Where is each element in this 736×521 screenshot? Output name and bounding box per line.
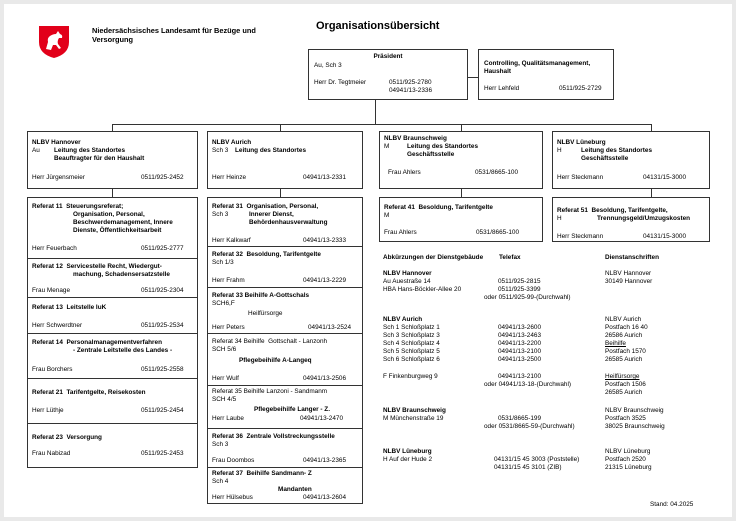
referat-31-phone: 04941/13-2333 (303, 237, 346, 244)
braunschweig-code: M (384, 143, 390, 150)
referat-21-person: Herr Lüthje (32, 407, 64, 414)
connector-aurich (280, 124, 281, 131)
referat-21-phone: 0511/925-2454 (141, 407, 184, 414)
referat-37-sub1: Mandanten (278, 486, 312, 493)
coat-of-arms-logo (38, 25, 70, 59)
footer-stand: Stand: 04.2025 (650, 501, 694, 508)
referat-36-person: Frau Doombos (212, 457, 255, 464)
referat-31-person: Herr Kalkwarf (212, 237, 251, 244)
referat-11-line4: Dienste, Öffentlichkeitsarbeit (73, 227, 162, 234)
referat-21 (28, 378, 197, 424)
legend-aurich-l5: Sch 6 Schloßplatz 6 (383, 356, 440, 363)
referat-12-person: Frau Menage (32, 287, 71, 294)
braunschweig-role1: Leitung des Standortes (407, 143, 479, 150)
braunschweig-box (379, 131, 543, 189)
lueneburg-box (552, 131, 710, 189)
org-chart-page (4, 4, 732, 517)
referat-31-sub1: Innerer Dienst, (249, 211, 294, 218)
referat-32-title: Referat 32 Besoldung, Tarifentgelte (212, 251, 321, 258)
legend-lueneburg-name: NLBV Lüneburg (383, 448, 432, 455)
referat-51-phone: 04131/15-3000 (643, 233, 686, 240)
braunschweig-role2: Geschäftsstelle (407, 151, 455, 158)
referat-11-phone: 0511/925-2777 (141, 245, 184, 252)
connector-pres-controlling (468, 77, 478, 78)
aurich-referate-box (207, 197, 363, 504)
referat-33-sub1: Heilfürsorge (248, 310, 283, 317)
referat-34 (208, 333, 362, 386)
legend-hannover-name: NLBV Hannover (383, 270, 432, 277)
hannover-name: NLBV Hannover (32, 139, 81, 146)
controlling-title1: Controlling, Qualitätsmanagement, (484, 60, 591, 67)
referat-14-person: Frau Borchers (32, 366, 73, 373)
connector-braunschweig-ref (461, 189, 462, 197)
referat-13-person: Herr Schwerdtner (32, 322, 83, 329)
referat-21-line1: Referat 21 Tarifentgelte, Reisekosten (32, 389, 146, 396)
legend-braunschweig-addr1: Postfach 3525 (605, 415, 646, 422)
legend-aurich-fline: F Finkenburgweg 9 (383, 373, 438, 380)
referat-23 (28, 423, 197, 467)
referat-13-phone: 0511/925-2534 (141, 322, 184, 329)
referat-32-phone: 04941/13-2229 (303, 277, 346, 284)
president-location: Au, Sch 3 (314, 62, 342, 69)
referat-33-loc: SCH6,F (212, 300, 235, 307)
president-box (308, 49, 468, 100)
controlling-title2: Haushalt (484, 68, 511, 75)
president-phone1: 0511/925-2780 (389, 79, 432, 86)
legend-lueneburg-f2: 04131/15 45 3101 (ZIB) (494, 464, 562, 471)
referat-35-person: Herr Laube (212, 415, 244, 422)
legend-aurich-l4: Sch 5 Schloßplatz 5 (383, 348, 440, 355)
referat-35-title: Referat 35 Beihilfe Lanzoni - Sandmanm (212, 388, 328, 395)
lueneburg-role1: Leitung des Standortes (581, 147, 653, 154)
legend-header-addr: Dienstanschriften (605, 254, 659, 261)
hannover-code: Au (32, 147, 40, 154)
referat-11 (28, 198, 197, 259)
legend-lueneburg-addr1: Postfach 2520 (605, 456, 646, 463)
referat-23-person: Frau Nabizad (32, 450, 71, 457)
referat-36-phone: 04941/13-2365 (303, 457, 346, 464)
referat-35 (208, 385, 362, 429)
legend-aurich-addr2: 26586 Aurich (605, 332, 643, 339)
referat-41-title: Referat 41 Besoldung, Tarifentgelte (384, 204, 493, 211)
lueneburg-name: NLBV Lüneburg (557, 139, 606, 146)
legend-header-fax: Telefax (499, 254, 521, 261)
referat-13 (28, 297, 197, 334)
referat-12-line2: machung, Schadensersatzstelle (73, 271, 170, 278)
referat-51-title: Referat 51 Besoldung, Tarifentgelte, (557, 207, 668, 214)
legend-hannover-addr1: 30149 Hannover (605, 278, 653, 285)
referat-14 (28, 333, 197, 379)
legend-aurich-addr7: Postfach 1506 (605, 381, 646, 388)
legend-hannover-addr-name: NLBV Hannover (605, 270, 652, 277)
connector-hannover (112, 124, 113, 131)
legend-aurich-addr6: Heilfürsorge (605, 373, 640, 380)
referat-33-title: Referat 33 Beihilfe A-Gottschals (212, 292, 310, 299)
referat-31-sub2: Behördenhausverwaltung (249, 219, 328, 226)
referat-33-person: Herr Peters (212, 324, 245, 331)
referat-34-sub1: Pflegebeihilfe A-Langeq (239, 357, 312, 364)
referat-33 (208, 287, 362, 334)
legend-aurich-f5: 04941/13-2500 (498, 356, 541, 363)
page-title: Organisationsübersicht (316, 20, 440, 32)
legend-aurich-l2: Sch 3 Schloßplatz 3 (383, 332, 440, 339)
referat-51-sub: Trennungsgeld/Umzugskosten (597, 215, 691, 222)
legend-aurich-f3: 04941/13-2200 (498, 340, 541, 347)
referat-34-title: Referat 34 Beihilfe Gottschalt - Lanzonh (212, 338, 328, 345)
referat-31-loc: Sch 3 (212, 211, 229, 218)
legend-aurich-addr1: Postfach 16 40 (605, 324, 648, 331)
legend-braunschweig-name: NLBV Braunschweig (383, 407, 446, 414)
legend-braunschweig-f1: 0531/8665-199 (498, 415, 541, 422)
legend-header-abbr: Abkürzungen der Dienstgebäude (383, 254, 484, 261)
referat-23-line1: Referat 23 Versorgung (32, 434, 102, 441)
legend-lueneburg-addr-name: NLBV Lüneburg (605, 448, 651, 455)
referat-34-loc: SCH 5/6 (212, 346, 237, 353)
referat-32-loc: Sch 1/3 (212, 259, 234, 266)
legend-aurich-l1: Sch 1 Schloßplatz 1 (383, 324, 440, 331)
referat-32-person: Herr Frahm (212, 277, 245, 284)
controlling-phone: 0511/925-2729 (559, 85, 602, 92)
referat-37-phone: 04941/13-2604 (303, 494, 346, 501)
referat-33-phone: 04941/13-2524 (308, 324, 351, 331)
referat-35-loc: SCH 4/5 (212, 396, 237, 403)
referat-12 (28, 258, 197, 298)
legend-aurich-f4: 04941/13-2100 (498, 348, 541, 355)
referat-31 (208, 198, 362, 247)
referat-41-phone: 0531/8665-100 (476, 229, 519, 236)
hannover-role1: Leitung des Standortes (54, 147, 126, 154)
referat-23-phone: 0511/925-2453 (141, 450, 184, 457)
referat-37-person: Herr Hülsebus (212, 494, 253, 501)
legend-lueneburg-addr2: 21315 Lüneburg (605, 464, 652, 471)
legend-aurich-ffax2: oder 04941/13-18-(Durchwahl) (484, 381, 572, 388)
connector-pres-down (375, 100, 376, 124)
lueneburg-code: H (557, 147, 562, 154)
referat-12-phone: 0511/925-2304 (141, 287, 184, 294)
hannover-role2: Beauftragter für den Haushalt (54, 155, 145, 162)
referat-32 (208, 246, 362, 288)
referat-35-phone: 04941/13-2470 (300, 415, 343, 422)
hannover-box (27, 131, 198, 189)
referat-41 (379, 197, 543, 242)
legend-hannover-f3: oder 0511/925-99-(Durchwahl) (484, 294, 571, 301)
referat-51-code: H (557, 215, 562, 222)
hannover-phone: 0511/925-2452 (141, 174, 184, 181)
lueneburg-role2: Geschäftsstelle (581, 155, 629, 162)
referat-11-line3: Beschwerdemanagement, Innere (73, 219, 173, 226)
legend-hannover-l1: Au Auestraße 14 (383, 278, 431, 285)
braunschweig-phone: 0531/8665-100 (475, 169, 518, 176)
connector-aurich-ref (280, 189, 281, 197)
referat-35-sub1: Pflegebeihilfe Langer - Z. (254, 406, 330, 413)
controlling-person: Herr Lehfeld (484, 85, 520, 92)
lueneburg-phone: 04131/15-3000 (643, 174, 686, 181)
aurich-name: NLBV Aurich (212, 139, 252, 146)
controlling-box (478, 49, 614, 100)
connector-horizontal (112, 124, 652, 125)
president-phone2: 04941/13-2336 (389, 87, 432, 94)
aurich-code: Sch 3 (212, 147, 229, 154)
legend-aurich-addr-name: NLBV Aurich (605, 316, 642, 323)
legend-aurich-addr4: Postfach 1570 (605, 348, 646, 355)
hannover-person: Herr Jürgensmeier (32, 174, 85, 181)
referat-51-person: Herr Steckmann (557, 233, 604, 240)
legend-braunschweig-f2: oder 0531/8665-59-(Durchwahl) (484, 423, 575, 430)
legend-braunschweig-addr2: 38025 Braunschweig (605, 423, 665, 430)
referat-14-phone: 0511/925-2558 (141, 366, 184, 373)
legend-hannover-l2: HBA Hans-Böckler-Allee 20 (383, 286, 462, 293)
president-title: Präsident (373, 53, 403, 60)
referat-31-title: Referat 31 Organisation, Personal, (212, 203, 319, 210)
connector-hannover-ref (112, 189, 113, 197)
referat-41-person: Frau Ahlers (384, 229, 417, 236)
referat-14-line1: Referat 14 Personalmanagementverfahren (32, 339, 162, 346)
hannover-referate-box (27, 197, 198, 468)
legend-braunschweig-l1: M Münchenstraße 19 (383, 415, 444, 422)
referat-34-phone: 04941/13-2506 (303, 375, 346, 382)
connector-lueneburg (651, 124, 652, 131)
referat-34-person: Herr Wulf (212, 375, 239, 382)
referat-37 (208, 467, 362, 503)
org-name-line1: Niedersächsisches Landesamt für Bezüge und (92, 26, 256, 35)
referat-36-loc: Sch 3 (212, 441, 229, 448)
referat-11-person: Herr Feuerbach (32, 245, 77, 252)
aurich-role1: Leitung des Standortes (235, 147, 307, 154)
referat-11-line2: Organisation, Personal, (73, 211, 145, 218)
legend-aurich-addr3: Beihilfe (605, 340, 626, 347)
braunschweig-person: Frau Ahlers (388, 169, 421, 176)
braunschweig-name: NLBV Braunschweig (384, 135, 447, 142)
legend-aurich-addr5: 26585 Aurich (605, 356, 643, 363)
legend-hannover-f2: 0511/925-3399 (498, 286, 541, 293)
legend-aurich-ffax: 04941/13-2100 (498, 373, 541, 380)
legend-aurich-l3: Sch 4 Schloßplatz 4 (383, 340, 440, 347)
legend-braunschweig-addr-name: NLBV Braunschweig (605, 407, 664, 414)
legend-aurich-name: NLBV Aurich (383, 316, 423, 323)
referat-36-title: Referat 36 Zentrale Vollstreckungsstelle (212, 433, 335, 440)
referat-13-line1: Referat 13 Leitstelle IuK (32, 304, 107, 311)
lueneburg-person: Herr Steckmann (557, 174, 604, 181)
referat-51 (552, 197, 710, 242)
referat-37-loc: Sch 4 (212, 478, 229, 485)
aurich-phone: 04941/13-2331 (303, 174, 346, 181)
referat-41-code: M (384, 212, 390, 219)
org-name-line2: Versorgung (92, 35, 134, 44)
referat-36 (208, 428, 362, 468)
referat-12-line1: Referat 12 Servicestelle Recht, Wiedergut- (32, 263, 162, 270)
connector-braunschweig (461, 124, 462, 131)
legend-lueneburg-l1: H Auf der Hude 2 (383, 456, 433, 463)
president-person: Herr Dr. Tegtmeier (314, 79, 367, 86)
referat-37-title: Referat 37 Beihilfe Sandmann- Z (212, 470, 312, 477)
aurich-person: Herr Heinze (212, 174, 247, 181)
legend-lueneburg-f1: 04131/15 45 3003 (Poststelle) (494, 456, 580, 463)
legend-aurich-addr8: 26585 Aurich (605, 389, 643, 396)
legend-aurich-f1: 04941/13-2600 (498, 324, 541, 331)
legend-hannover-f1: 0511/925-2815 (498, 278, 541, 285)
connector-lueneburg-ref (651, 189, 652, 197)
aurich-box (207, 131, 363, 189)
legend-aurich-f2: 04941/13-2463 (498, 332, 541, 339)
referat-11-line1: Referat 11 Steuerungsreferat; (32, 203, 124, 210)
referat-14-line2: - Zentrale Leitstelle des Landes - (73, 347, 173, 354)
